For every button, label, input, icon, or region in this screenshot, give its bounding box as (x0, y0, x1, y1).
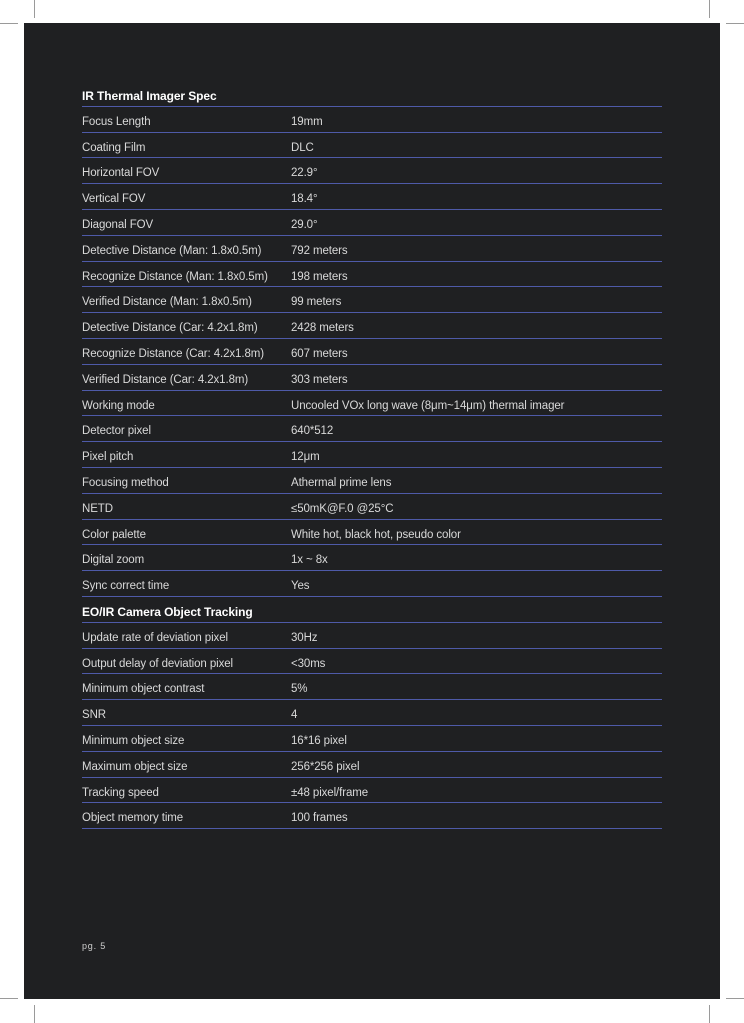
spec-label: NETD (82, 502, 113, 515)
spec-label: Sync correct time (82, 580, 170, 593)
spec-value: <30ms (291, 657, 326, 670)
spec-value: 30Hz (291, 631, 318, 644)
spec-value: 18.4° (291, 193, 318, 206)
spec-label: Diagonal FOV (82, 218, 154, 231)
spec-row (82, 494, 662, 520)
spec-row (82, 571, 662, 597)
spec-label: Verified Distance (Car: 4.2x1.8m) (82, 373, 249, 386)
spec-value: 100 frames (291, 812, 348, 825)
spec-value: 22.9° (291, 167, 318, 180)
spec-value: 2428 meters (291, 322, 354, 335)
spec-value: White hot, black hot, pseudo color (291, 528, 461, 541)
spec-row (82, 752, 662, 778)
spec-value: 640*512 (291, 425, 334, 438)
spec-row (82, 133, 662, 159)
page-number: pg. 5 (82, 941, 107, 951)
spec-row (82, 778, 662, 804)
spec-label: Minimum object contrast (82, 683, 205, 696)
crop-mark (34, 0, 35, 18)
section-title: EO/IR Camera Object Tracking (82, 597, 662, 623)
spec-value: 29.0° (291, 218, 318, 231)
spec-label: Verified Distance (Man: 1.8x0.5m) (82, 296, 252, 309)
spec-row (82, 313, 662, 339)
spec-value: 5% (291, 683, 308, 696)
spec-value: 99 meters (291, 296, 342, 309)
spec-row (82, 107, 662, 133)
spec-row (82, 210, 662, 236)
spec-label: Minimum object size (82, 734, 185, 747)
spec-row (82, 391, 662, 417)
spec-row (82, 442, 662, 468)
spec-row (82, 365, 662, 391)
spec-row (82, 339, 662, 365)
spec-row (82, 287, 662, 313)
spec-row (82, 262, 662, 288)
spec-value: ≤50mK@F.0 @25°C (291, 502, 394, 515)
crop-mark (709, 0, 710, 18)
spec-label: Digital zoom (82, 554, 145, 567)
crop-mark (726, 998, 744, 999)
crop-mark (726, 23, 744, 24)
spec-label: Pixel pitch (82, 451, 134, 464)
spec-label: Recognize Distance (Car: 4.2x1.8m) (82, 347, 264, 360)
spec-label: Focus Length (82, 115, 151, 128)
spec-value: Yes (291, 580, 310, 593)
spec-value: ±48 pixel/frame (291, 786, 369, 799)
spec-row (82, 803, 662, 829)
spec-value: 12μm (291, 451, 320, 464)
spec-value: 303 meters (291, 373, 348, 386)
spec-row (82, 545, 662, 571)
spec-label: Update rate of deviation pixel (82, 631, 228, 644)
spec-value: 256*256 pixel (291, 760, 360, 773)
spec-label: Horizontal FOV (82, 167, 160, 180)
spec-value: 19mm (291, 115, 323, 128)
crop-mark (0, 998, 18, 999)
spec-label: Vertical FOV (82, 193, 146, 206)
spec-label: Working mode (82, 399, 155, 412)
spec-label: Recognize Distance (Man: 1.8x0.5m) (82, 270, 268, 283)
spec-value: 198 meters (291, 270, 348, 283)
spec-value: 1x ~ 8x (291, 554, 328, 567)
spec-value: 4 (291, 709, 298, 722)
spec-row (82, 416, 662, 442)
spec-row (82, 236, 662, 262)
spec-value: 792 meters (291, 244, 348, 257)
spec-label: Focusing method (82, 476, 169, 489)
spec-value: DLC (291, 141, 314, 154)
spec-value: 607 meters (291, 347, 348, 360)
spec-row (82, 520, 662, 546)
spec-value: Uncooled VOx long wave (8μm~14μm) thermal imager (291, 399, 565, 412)
spec-label: Detective Distance (Man: 1.8x0.5m) (82, 244, 262, 257)
spec-label: Coating Film (82, 141, 146, 154)
spec-value: 16*16 pixel (291, 734, 347, 747)
spec-label: Detective Distance (Car: 4.2x1.8m) (82, 322, 258, 335)
section-title: IR Thermal Imager Spec (82, 81, 662, 107)
spec-row (82, 700, 662, 726)
spec-label: Tracking speed (82, 786, 159, 799)
spec-value: Athermal prime lens (291, 476, 392, 489)
crop-mark (34, 1005, 35, 1023)
spec-row (82, 674, 662, 700)
spec-label: Detector pixel (82, 425, 151, 438)
spec-row (82, 184, 662, 210)
crop-mark (0, 23, 18, 24)
spec-row (82, 158, 662, 184)
spec-row (82, 468, 662, 494)
spec-label: Maximum object size (82, 760, 188, 773)
spec-row (82, 649, 662, 675)
spec-label: SNR (82, 709, 106, 722)
spec-label: Object memory time (82, 812, 184, 825)
crop-mark (709, 1005, 710, 1023)
spec-label: Color palette (82, 528, 146, 541)
spec-label: Output delay of deviation pixel (82, 657, 233, 670)
spec-row (82, 726, 662, 752)
spec-row (82, 623, 662, 649)
spec-table (82, 81, 662, 829)
